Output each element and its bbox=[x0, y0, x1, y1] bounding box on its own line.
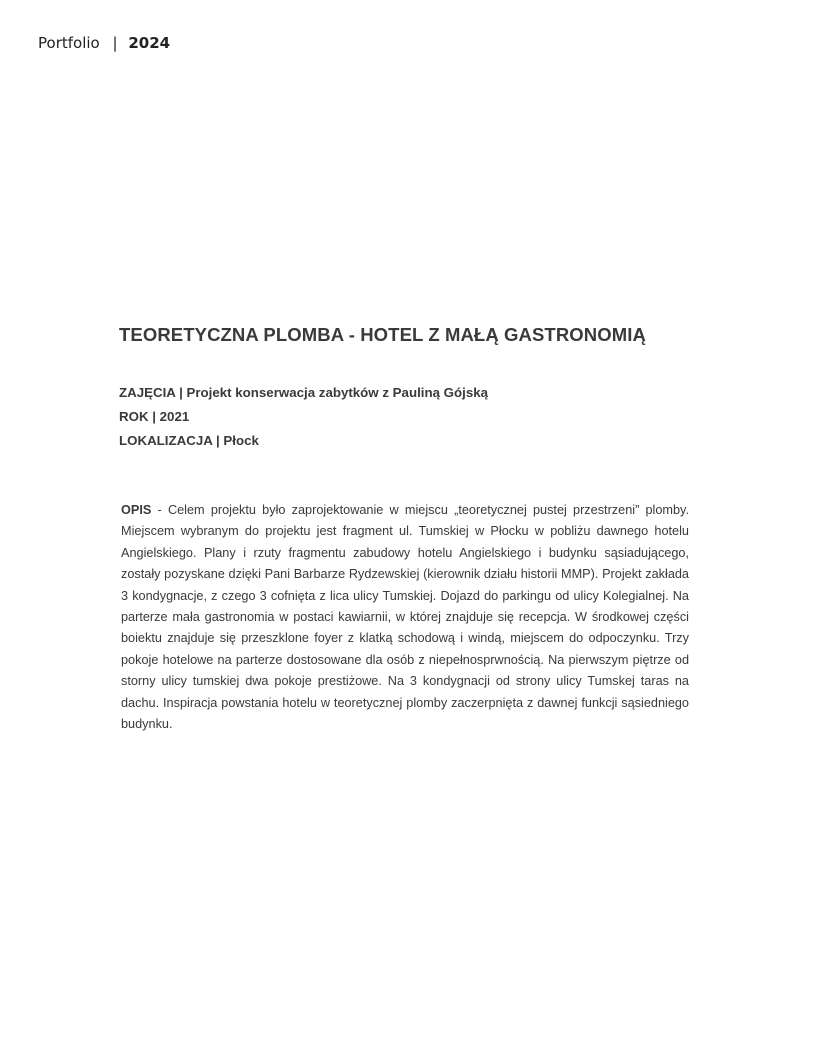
project-meta bbox=[119, 384, 488, 456]
header-separator: | bbox=[112, 34, 118, 52]
meta-year: ROK | 2021 bbox=[119, 409, 190, 424]
meta-course: ZAJĘCIA | Projekt konserwacja zabytków z Pauliną Gójską bbox=[119, 385, 489, 400]
description-label: OPIS bbox=[121, 503, 152, 517]
portfolio-label: Portfolio bbox=[38, 34, 100, 52]
portfolio-year: 2024 bbox=[128, 34, 171, 52]
meta-location: LOKALIZACJA | Płock bbox=[119, 433, 259, 448]
description-text: - Celem projektu było zaprojektowanie w miejscu „teoretycznej pustej przestrzeni” plomby. Miejscem wybranym do projektu jest fragment ul. Tumskiej w Płocku w pobliżu dawnego hotelu Angielskiego. Plany i rzuty fragmentu zabudowy hotelu Angielskiego i budynku sąsiadującego, zostały pozyskane dzięki Pani Barbarze Rydzewskiej (kierownik działu historii MMP). Projekt zakłada 3 kondygnacje, z czego 3 cofnięta z lica ulicy Tumskiej. Dojazd do parkingu od ulicy Kolegialnej. Na parterze mała gastronomia w postaci kawiarnii, w której znajduje się recepcja. W środkowej części boiektu znajduje się przeszklone foyer z klatką schodową i windą, miejscem do odpoczynku. Trzy pokoje hotelowe na parterze dostosowane dla osób z niepełnosprwnością. Na pierwszym piętrze od storny ulicy tumskiej dwa pokoje prestiżowe. Na 3 kondygnacji od strony ulicy Tumskej taras na dachu. Inspiracja powstania hotelu w teoretycznej plomby zaczerpnięta z dawnej funkcji sąsiedniego budynku. bbox=[121, 503, 689, 732]
page-header bbox=[38, 34, 170, 52]
project-title: TEORETYCZNA PLOMBA - HOTEL Z MAŁĄ GASTRONOMIĄ bbox=[119, 324, 646, 345]
project-description bbox=[121, 500, 689, 735]
